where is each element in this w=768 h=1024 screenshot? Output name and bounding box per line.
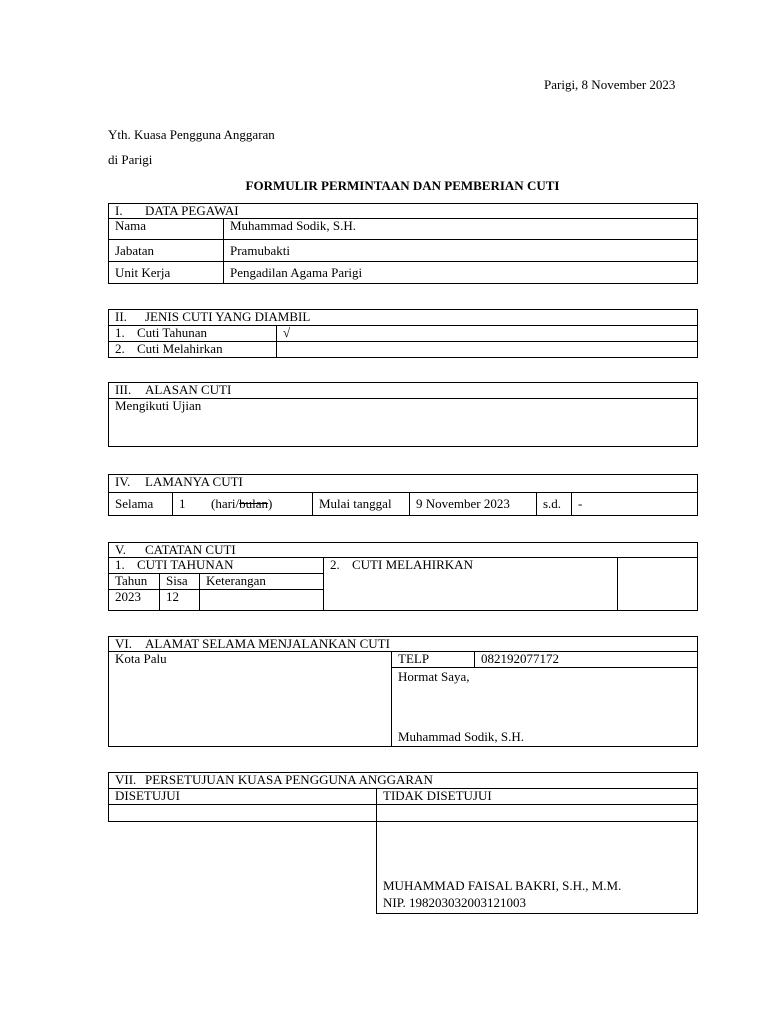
addressee-place: di Parigi <box>108 152 153 167</box>
place-date: Parigi, 8 November 2023 <box>544 77 676 92</box>
field-label: Jabatan <box>109 240 224 262</box>
section-number: IV. <box>115 474 131 489</box>
leave-type-label <box>109 342 277 358</box>
section-persetujuan <box>108 772 698 914</box>
section-title: LAMANYA CUTI <box>145 474 243 489</box>
section-header <box>109 204 698 219</box>
official-signature-box <box>377 822 698 914</box>
start-date-label: Mulai tanggal <box>313 493 410 516</box>
column-header-sisa: Sisa <box>160 574 200 590</box>
maternity-leave-note <box>618 558 698 611</box>
section-number: V. <box>115 542 126 557</box>
section-alamat-cuti <box>108 636 698 747</box>
table-row <box>109 493 698 516</box>
leave-type-name: Cuti Melahirkan <box>137 341 223 356</box>
not-approved-box <box>377 805 698 822</box>
section-lamanya-cuti <box>108 474 698 516</box>
section-number: III. <box>115 382 132 397</box>
note-value <box>200 590 324 611</box>
check-mark: √ <box>277 326 698 342</box>
phone-value: 082192077172 <box>475 652 698 668</box>
approved-box <box>109 805 377 822</box>
table-row <box>109 342 698 358</box>
section-title: ALASAN CUTI <box>145 382 232 397</box>
duration-label: Selama <box>109 493 173 516</box>
year-value: 2023 <box>109 590 160 611</box>
duration-unit-close: ) <box>268 496 273 511</box>
section-header <box>109 637 698 652</box>
maternity-leave-title: CUTI MELAHIRKAN <box>352 557 473 572</box>
check-mark <box>277 342 698 358</box>
section-jenis-cuti <box>108 309 698 358</box>
field-value: Muhammad Sodik, S.H. <box>224 219 698 240</box>
column-header-tahun: Tahun <box>109 574 160 590</box>
section-header <box>109 543 698 558</box>
section-number: VII. <box>115 772 137 787</box>
remaining-value: 12 <box>160 590 200 611</box>
until-label: s.d. <box>537 493 572 516</box>
section-data-pegawai <box>108 203 698 284</box>
item-number: 1. <box>115 557 125 572</box>
section-title: JENIS CUTI YANG DIAMBIL <box>145 309 311 324</box>
not-approved-label: TIDAK DISETUJUI <box>377 789 698 805</box>
table-row <box>109 789 698 805</box>
until-value: - <box>572 493 698 516</box>
section-number: VI. <box>115 636 132 651</box>
field-value: Pengadilan Agama Parigi <box>224 262 698 284</box>
phone-label: TELP <box>392 652 475 668</box>
address-text: Kota Palu <box>109 652 392 747</box>
table-row <box>109 805 698 822</box>
signer-name: Muhammad Sodik, S.H. <box>398 729 525 744</box>
item-number: 2. <box>115 341 125 356</box>
item-number: 1. <box>115 325 125 340</box>
section-title: ALAMAT SELAMA MENJALANKAN CUTI <box>145 636 390 651</box>
start-date-value: 9 November 2023 <box>410 493 537 516</box>
field-value: Pramubakti <box>224 240 698 262</box>
leave-type-name: Cuti Tahunan <box>137 325 207 340</box>
maternity-leave-header <box>324 558 618 611</box>
duration-number: 1 <box>179 496 186 511</box>
table-row <box>109 262 698 284</box>
table-row <box>109 240 698 262</box>
section-title: DATA PEGAWAI <box>145 203 239 218</box>
closing-text: Hormat Saya, <box>398 669 470 684</box>
section-header <box>109 773 698 789</box>
annual-leave-header <box>109 558 324 574</box>
item-number: 2. <box>330 557 340 572</box>
section-title: PERSETUJUAN KUASA PENGGUNA ANGGARAN <box>145 772 433 787</box>
leave-type-label <box>109 326 277 342</box>
addressee: Yth. Kuasa Pengguna Anggaran <box>108 127 275 142</box>
table-row <box>109 326 698 342</box>
official-nip: NIP. 198203032003121003 <box>383 895 527 910</box>
form-title: FORMULIR PERMINTAAN DAN PEMBERIAN CUTI <box>245 178 560 193</box>
section-title: CATATAN CUTI <box>145 542 236 557</box>
section-header <box>109 475 698 493</box>
empty-cell <box>109 822 377 914</box>
section-header <box>109 383 698 399</box>
field-label: Nama <box>109 219 224 240</box>
duration-value <box>173 493 313 516</box>
official-name: MUHAMMAD FAISAL BAKRI, S.H., M.M. <box>383 878 622 893</box>
signature-box <box>392 668 698 747</box>
approved-label: DISETUJUI <box>109 789 377 805</box>
table-row <box>109 219 698 240</box>
duration-unit-struck: bulan <box>239 496 269 511</box>
section-catatan-cuti <box>108 542 698 611</box>
field-label: Unit Kerja <box>109 262 224 284</box>
section-number: I. <box>115 203 123 218</box>
column-header-keterangan: Keterangan <box>200 574 324 590</box>
annual-leave-title: CUTI TAHUNAN <box>137 557 234 572</box>
section-alasan-cuti <box>108 382 698 447</box>
reason-text: Mengikuti Ujian <box>109 399 698 447</box>
section-number: II. <box>115 309 127 324</box>
section-header <box>109 310 698 326</box>
duration-unit-open: (hari/ <box>211 496 240 511</box>
